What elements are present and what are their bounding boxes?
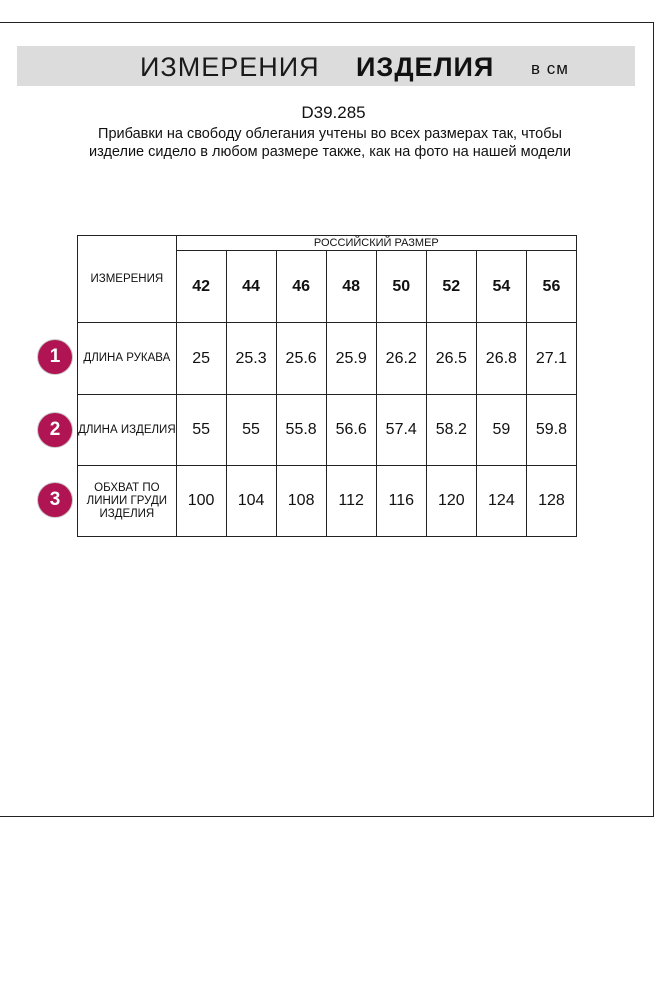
title-product: ИЗДЕЛИЯ (356, 52, 495, 82)
table-cell: 104 (226, 466, 276, 537)
table-cell: 55.8 (276, 395, 326, 466)
size-header: 42 (176, 251, 226, 323)
fit-note: Прибавки на свободу облегания учтены во всех размерах так, чтобы изделие сидело в любом размере также, как на фото на нашей модели (89, 126, 571, 160)
table-cell: 100 (176, 466, 226, 537)
size-header: 52 (426, 251, 476, 323)
table-cell: 55 (176, 395, 226, 466)
table-cell: 26.8 (476, 323, 526, 395)
badge-1: 1 (38, 340, 72, 374)
table-row (78, 395, 577, 466)
row-label: ДЛИНА РУКАВА (78, 323, 177, 395)
table-cell: 59.8 (526, 395, 576, 466)
table-cell: 57.4 (376, 395, 426, 466)
table-cell: 26.2 (376, 323, 426, 395)
table-cell: 128 (526, 466, 576, 537)
title-unit: в см (531, 59, 569, 78)
table-cell: 124 (476, 466, 526, 537)
product-code: D39.285 (301, 103, 366, 122)
table-cell: 25.9 (326, 323, 376, 395)
table-cell: 55 (226, 395, 276, 466)
badge-2: 2 (38, 413, 72, 447)
title-measurements: ИЗМЕРЕНИЯ (140, 52, 320, 82)
size-header: 56 (526, 251, 576, 323)
table-cell: 112 (326, 466, 376, 537)
table-cell: 56.6 (326, 395, 376, 466)
size-header: 54 (476, 251, 526, 323)
measure-header: ИЗМЕРЕНИЯ (78, 236, 177, 323)
badge-3: 3 (38, 483, 72, 517)
row-label: ОБХВАТ ПО ЛИНИИ ГРУДИ ИЗДЕЛИЯ (78, 466, 177, 537)
table-cell: 27.1 (526, 323, 576, 395)
size-header: 48 (326, 251, 376, 323)
table-cell: 108 (276, 466, 326, 537)
table-cell: 59 (476, 395, 526, 466)
size-table (77, 235, 577, 537)
size-header: 50 (376, 251, 426, 323)
table-row (78, 323, 577, 395)
table-cell: 116 (376, 466, 426, 537)
table-cell: 26.5 (426, 323, 476, 395)
table-cell: 120 (426, 466, 476, 537)
size-header: 44 (226, 251, 276, 323)
size-group-header: РОССИЙСКИЙ РАЗМЕР (176, 236, 576, 251)
table-cell: 58.2 (426, 395, 476, 466)
table-cell: 25.6 (276, 323, 326, 395)
size-header: 46 (276, 251, 326, 323)
table-row (78, 466, 577, 537)
table-cell: 25 (176, 323, 226, 395)
table-cell: 25.3 (226, 323, 276, 395)
row-label: ДЛИНА ИЗДЕЛИЯ (78, 395, 177, 466)
